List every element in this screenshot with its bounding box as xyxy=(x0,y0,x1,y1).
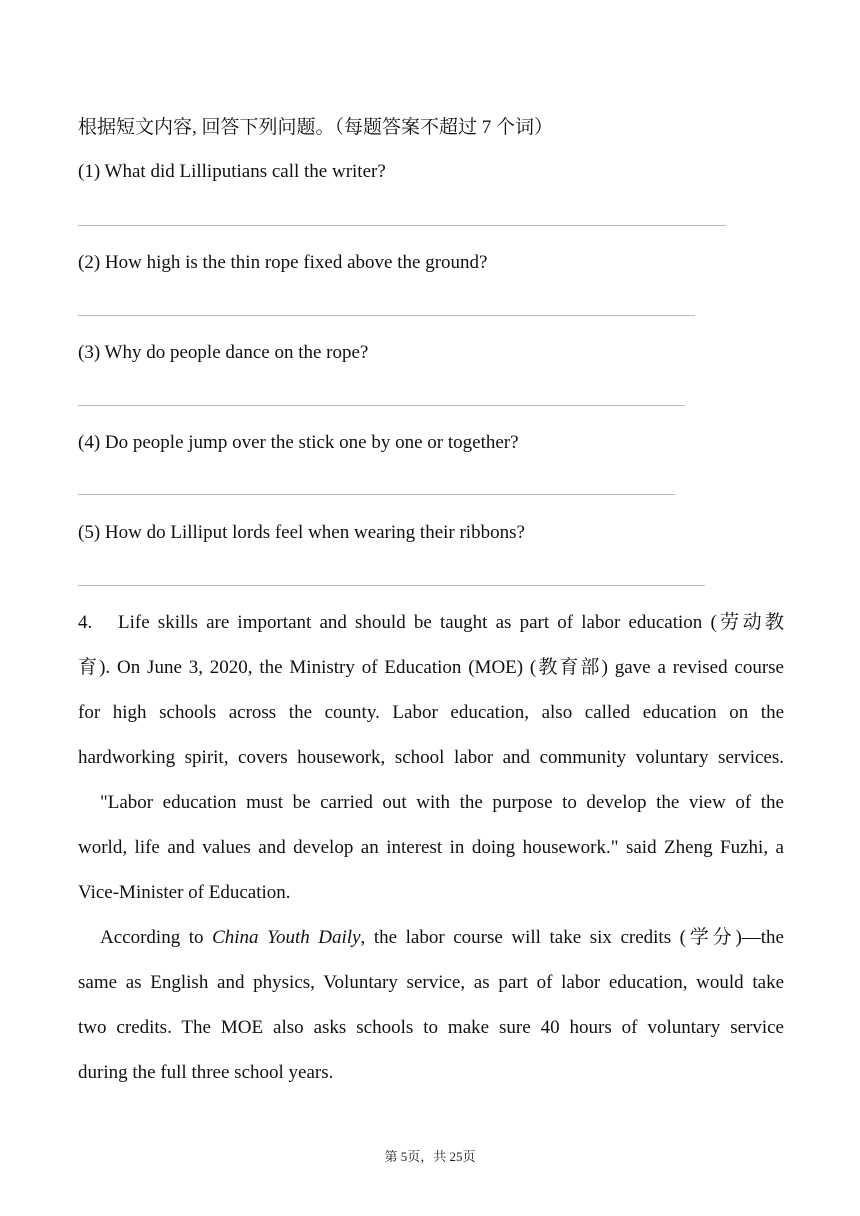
passage-line-9: same as English and physics, Voluntary service, as part of labor education, would take xyxy=(78,972,784,993)
passage-number: 4. xyxy=(78,612,93,633)
passage-line-8: According to China Youth Daily, the labor course will take six credits (学分)—the xyxy=(100,927,784,948)
question-4: (4) Do people jump over the stick one by one or together? xyxy=(78,432,519,453)
passage-line-7: Vice-Minister of Education. xyxy=(78,882,291,903)
question-2: (2) How high is the thin rope fixed above the ground? xyxy=(78,252,488,273)
passage-line-2: 育). On June 3, 2020, the Ministry of Education (MOE) (教育部) gave a revised course xyxy=(78,657,784,678)
question-3: (3) Why do people dance on the rope? xyxy=(78,342,369,363)
passage-line-1: 4. Life skills are important and should be taught as part of labor education (劳动教 xyxy=(78,612,784,633)
page-footer: 第 5页，共 25页 xyxy=(384,1149,476,1164)
passage-line-3: for high schools across the county. Labor education, also called education on the xyxy=(78,702,784,723)
passage-line-6: world, life and values and develop an interest in doing housework." said Zheng Fuzhi, a xyxy=(78,837,784,858)
passage-line-4: hardworking spirit, covers housework, school labor and community voluntary services. xyxy=(78,747,784,768)
passage-line-11: during the full three school years. xyxy=(78,1062,334,1083)
answer-line-4[interactable] xyxy=(78,494,675,495)
answer-line-3[interactable] xyxy=(78,405,685,406)
question-1: (1) What did Lilliputians call the writer? xyxy=(78,161,386,182)
passage-line-5: "Labor education must be carried out with the purpose to develop the view of the xyxy=(100,792,784,813)
instruction-text: 根据短文内容, 回答下列问题。（每题答案不超过 7 个词） xyxy=(78,117,554,138)
newspaper-title: China Youth Daily xyxy=(212,927,361,948)
answer-line-5[interactable] xyxy=(78,585,705,586)
answer-line-1[interactable] xyxy=(78,225,726,226)
passage-line-10: two credits. The MOE also asks schools to make sure 40 hours of voluntary service xyxy=(78,1017,784,1038)
answer-line-2[interactable] xyxy=(78,315,695,316)
question-5: (5) How do Lilliput lords feel when wearing their ribbons? xyxy=(78,522,525,543)
